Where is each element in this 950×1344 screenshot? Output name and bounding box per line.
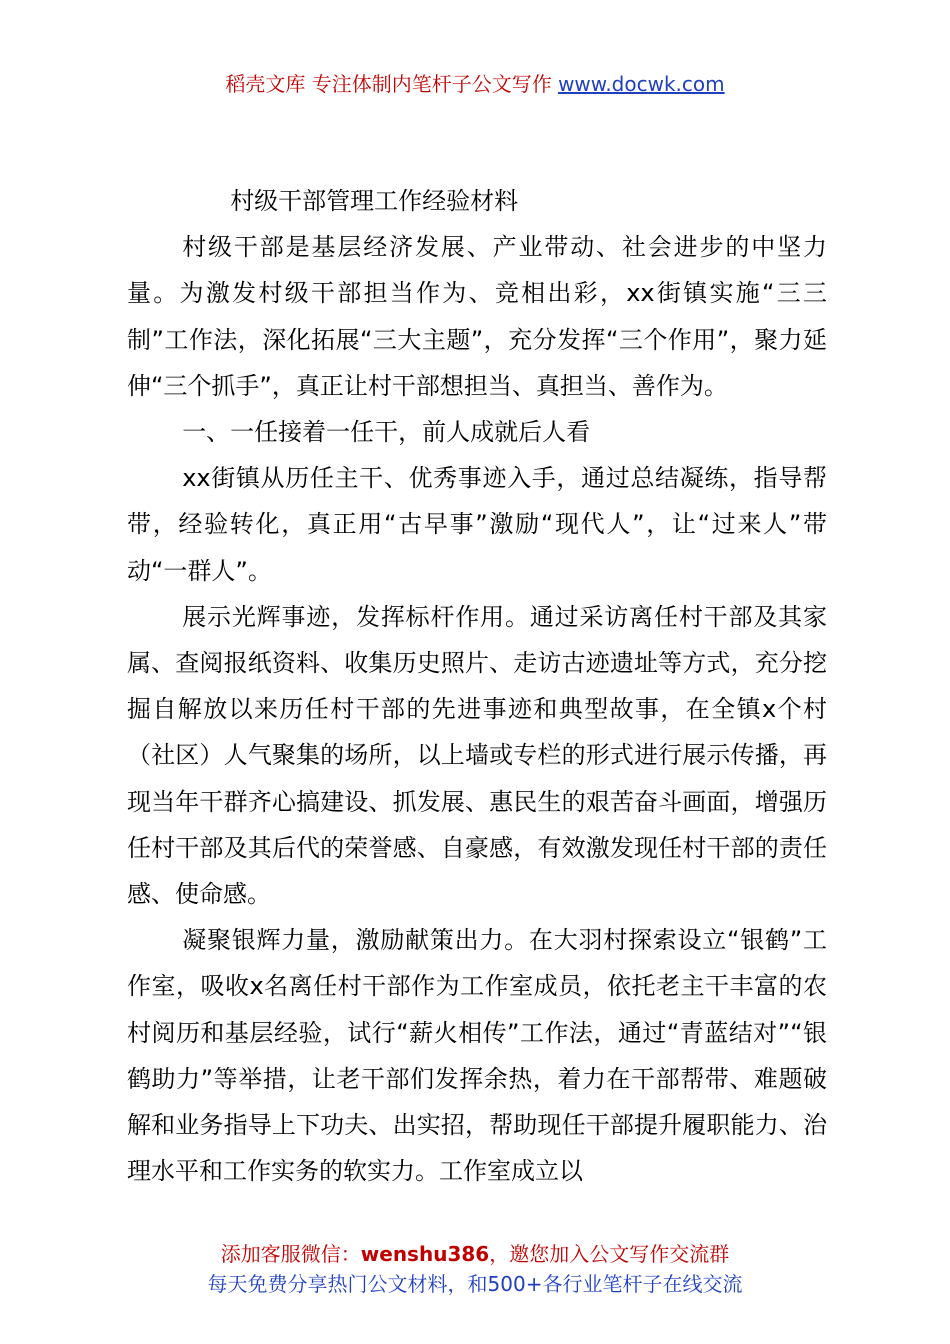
footer-wechat-suffix: ，邀您加入公文写作交流群 <box>489 1242 730 1266</box>
header-website-link[interactable]: www.docwk.com <box>558 72 725 96</box>
header-brand-text: 稻壳文库 专注体制内笔杆子公文写作 <box>225 72 559 96</box>
footer-wechat-id: wenshu386 <box>360 1242 490 1266</box>
page-footer <box>0 1239 950 1299</box>
paragraph: 展示光辉事迹，发挥标杆作用。通过采访离任村干部及其家属、查阅报纸资料、收集历史照片、走访古迹遗址等方式，充分挖掘自解放以来历任村干部的先进事迹和典型故事，在全镇x个村（社区）人气聚集的场所，以上墙或专栏的形式进行展示传播，再现当年干群齐心搞建设、抓发展、惠民生的艰苦奋斗画面，增强历任村干部及其后代的荣誉感、自豪感，有效激发现任村干部的责任感、使命感。 <box>127 602 827 909</box>
paragraph: 村级干部是基层经济发展、产业带动、社会进步的中坚力量。为激发村级干部担当作为、竞相出彩，xx街镇实施“三三制”工作法，深化拓展“三大主题”，充分发挥“三个作用”，聚力延伸“三个抓手”，真正让村干部想担当、真担当、善作为。 <box>127 233 827 400</box>
paragraph: xx街镇从历任主干、优秀事迹入手，通过总结凝练，指导帮带，经验转化，真正用“古早事”激励“现代人”，让“过来人”带动“一群人”。 <box>127 464 827 585</box>
document-body <box>127 178 827 1194</box>
footer-wechat-prefix: 添加客服微信： <box>220 1242 361 1266</box>
document-title: 村级干部管理工作经验材料 <box>230 187 519 215</box>
paragraph: 凝聚银辉力量，激励献策出力。在大羽村探索设立“银鹤”工作室，吸收x名离任村干部作为工作室成员，依托老主干丰富的农村阅历和基层经验，试行“薪火相传”工作法，通过“青蓝结对”“银鹤助力”等举措，让老干部们发挥余热，着力在干部帮带、难题破解和业务指导上下功夫、出实招，帮助现任干部提升履职能力、治理水平和工作实务的软实力。工作室成立以 <box>127 926 827 1186</box>
footer-wechat-line <box>0 1239 950 1269</box>
page-header <box>0 70 950 98</box>
footer-share-line: 每天免费分享热门公文材料，和500+各行业笔杆子在线交流 <box>207 1272 743 1296</box>
section-heading: 一、一任接着一任干，前人成就后人看 <box>182 418 591 447</box>
